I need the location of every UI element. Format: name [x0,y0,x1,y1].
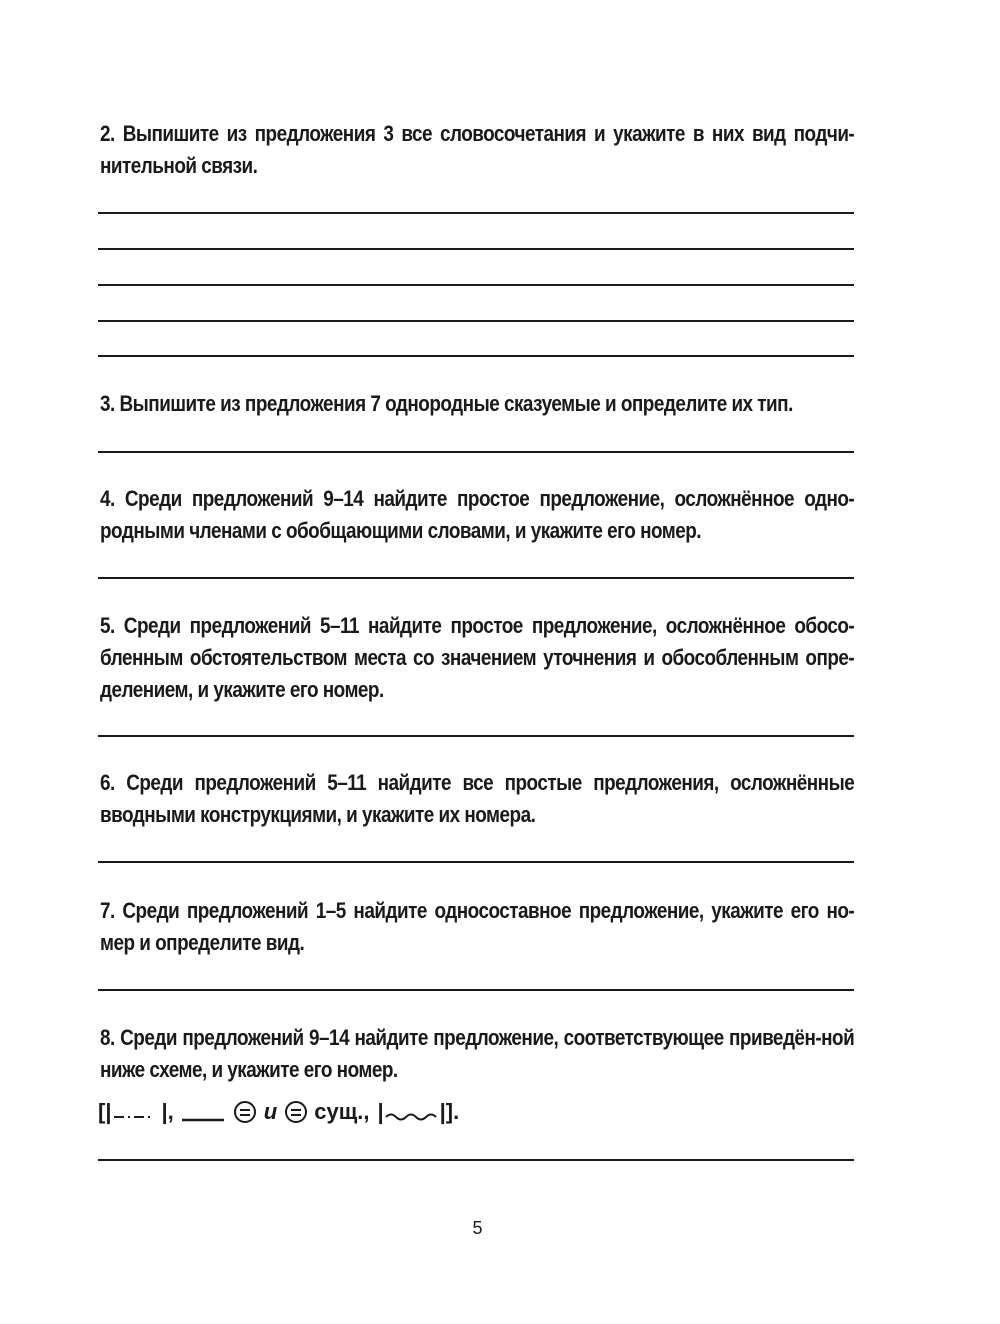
task-5-text: 5. Среди предложений 5–11 найдите простое предложение, осложнённое обосо-бленным обстоятельством места со значением уточнения и обособленным опре-делением, и укажите его номер. [100,613,855,702]
answer-line[interactable] [98,284,854,286]
answer-line[interactable] [98,989,854,991]
sentence-scheme [98,1094,459,1130]
answer-line[interactable] [98,735,854,737]
answer-line[interactable] [98,1159,854,1161]
predicate-dashdot-underline-icon [112,1099,160,1125]
task-3-text: 3. Выпишите из предложения 7 однородные сказуемые и определите их тип. [100,391,793,416]
predicate-wavy-underline-icon [384,1099,440,1125]
task-2-text: 2. Выпишите из предложения 3 все словосочетания и укажите в них вид подчи-нительной связи. [100,121,855,178]
task-8-text: 8. Среди предложений 9–14 найдите предложение, соответствующее приведён-ной ниже схеме, и укажите его номер. [100,1025,855,1082]
answer-line[interactable] [98,861,854,863]
answer-line[interactable] [98,355,854,357]
answer-line[interactable] [98,248,854,250]
homogeneous-member-icon [234,1101,256,1123]
scheme-open: [| [98,1099,112,1124]
scheme-part1-close: |, [161,1099,174,1124]
scheme-conjunction: и [263,1099,278,1124]
scheme-open2: | [377,1099,384,1124]
subject-underline-icon [182,1099,226,1125]
scheme-noun: сущ., [314,1099,370,1124]
scheme-close: |]. [439,1099,460,1124]
task-4-text: 4. Среди предложений 9–14 найдите простое предложение, осложнённое одно-родными членами с обобщающими словами, и укажите его номер. [100,486,855,543]
page-number: 5 [472,1218,483,1238]
task-6-text: 6. Среди предложений 5–11 найдите все простые предложения, осложнённые вводными конструкциями, и укажите их номера. [100,770,855,827]
homogeneous-member-icon [285,1101,307,1123]
task-7-text: 7. Среди предложений 1–5 найдите односоставное предложение, укажите его но-мер и определите вид. [100,898,855,955]
answer-line[interactable] [98,320,854,322]
answer-line[interactable] [98,577,854,579]
answer-line[interactable] [98,212,854,214]
answer-line[interactable] [98,451,854,453]
